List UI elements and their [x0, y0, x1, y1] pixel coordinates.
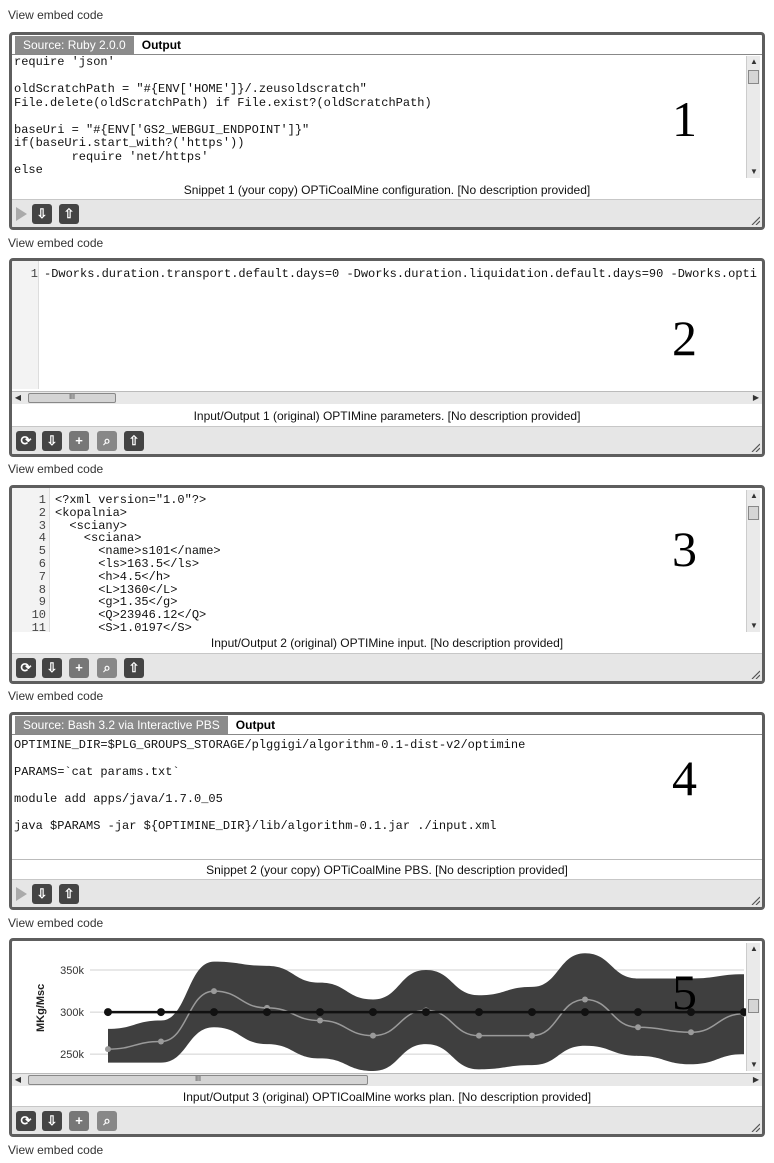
scroll-thumb[interactable]: III	[28, 393, 116, 403]
data-point-target[interactable]	[475, 1008, 483, 1016]
download-icon[interactable]: ⇩	[32, 884, 52, 904]
refresh-icon[interactable]: ⟳	[16, 658, 36, 678]
view-embed-code-link[interactable]: View embed code	[8, 689, 104, 703]
scroll-thumb[interactable]	[748, 506, 759, 520]
data-point-target[interactable]	[210, 1008, 218, 1016]
code-line: <Q>23946.12</Q>	[55, 608, 207, 623]
line-number: 4	[38, 531, 46, 546]
panel-caption: Input/Output 1 (original) OPTIMine parameters. [No description provided]	[193, 409, 581, 423]
preview-icon[interactable]: ⌕	[97, 431, 117, 451]
code-editor[interactable]	[55, 494, 745, 632]
scroll-thumb[interactable]	[748, 999, 759, 1013]
resize-grip-icon[interactable]	[750, 895, 760, 905]
horizontal-scrollbar[interactable]	[12, 1073, 762, 1086]
code-line: if(baseUri.start_with?('https'))	[14, 136, 245, 150]
preview-icon[interactable]: ⌕	[97, 658, 117, 678]
add-folder-icon[interactable]: +	[69, 1111, 89, 1131]
upload-icon[interactable]: ⇧	[59, 884, 79, 904]
data-point-mean[interactable]	[158, 1039, 164, 1045]
code-line: <ls>163.5</ls>	[55, 556, 200, 571]
code-line: <?xml version="1.0"?>	[55, 494, 207, 507]
resize-grip-icon[interactable]	[750, 1122, 760, 1132]
scroll-right-icon[interactable]: ▶	[752, 1075, 760, 1084]
tab-source[interactable]: Source: Bash 3.2 via Interactive PBS	[15, 716, 228, 734]
code-line: else	[14, 163, 43, 176]
scroll-up-icon[interactable]: ▲	[750, 944, 758, 953]
data-point-target[interactable]	[369, 1008, 377, 1016]
code-line: module add apps/java/1.7.0_05	[14, 792, 223, 806]
code-line: <sciana>	[55, 531, 142, 546]
view-embed-code-link[interactable]: View embed code	[8, 236, 104, 250]
data-point-target[interactable]	[422, 1008, 430, 1016]
code-line	[14, 753, 754, 767]
horizontal-scrollbar[interactable]	[12, 391, 762, 404]
code-line: <g>1.35</g>	[55, 595, 178, 610]
panel-number: 1	[672, 91, 697, 147]
code-editor[interactable]	[14, 739, 754, 857]
panel-toolbar	[12, 426, 762, 454]
line-number: 8	[38, 582, 46, 597]
code-line: <sciany>	[55, 518, 128, 533]
line-numbers	[12, 494, 46, 635]
io-panel-3	[9, 938, 765, 1137]
line-number: 9	[38, 595, 46, 610]
code-line: PARAMS=`cat params.txt`	[14, 765, 180, 779]
add-folder-icon[interactable]: +	[69, 658, 89, 678]
resize-grip-icon[interactable]	[750, 669, 760, 679]
io-panel-2	[9, 485, 765, 684]
line-number: 11	[31, 620, 46, 635]
panel-number: 4	[672, 750, 697, 806]
tab-source[interactable]: Source: Ruby 2.0.0	[15, 36, 134, 54]
tab-output[interactable]: Output	[235, 718, 276, 732]
code-line	[14, 780, 754, 794]
data-point-target[interactable]	[104, 1008, 112, 1016]
code-line: OPTIMINE_DIR=$PLG_GROUPS_STORAGE/plggigi/algorithm-0.1-dist-v2/optimine	[14, 739, 526, 752]
data-point-target[interactable]	[263, 1008, 271, 1016]
panel-number: 2	[672, 310, 697, 366]
download-icon[interactable]: ⇩	[32, 204, 52, 224]
refresh-icon[interactable]: ⟳	[16, 431, 36, 451]
code-line: -Dworks.duration.transport.default.days=0 -Dworks.duration.liquidation.default.days=90 -Dworks.opti	[44, 268, 757, 281]
panel-caption: Snippet 1 (your copy) OPTiCoalMine configuration. [No description provided]	[183, 183, 591, 197]
refresh-icon[interactable]: ⟳	[16, 1111, 36, 1131]
panel-toolbar	[12, 879, 762, 907]
vertical-scrollbar[interactable]	[746, 56, 760, 178]
io-panel-1	[9, 258, 765, 457]
code-line: java $PARAMS -jar ${OPTIMINE_DIR}/lib/algorithm-0.1.jar ./input.xml	[14, 819, 497, 833]
snippet-panel-1	[9, 32, 765, 230]
view-embed-code-link[interactable]: View embed code	[8, 8, 104, 22]
code-line: <L>1360</L>	[55, 582, 178, 597]
works-plan-chart[interactable]	[14, 943, 750, 1073]
data-point-target[interactable]	[634, 1008, 642, 1016]
scroll-up-icon[interactable]: ▲	[750, 491, 758, 500]
download-icon[interactable]: ⇩	[42, 431, 62, 451]
data-point-mean[interactable]	[635, 1024, 641, 1030]
line-number: 3	[38, 518, 46, 533]
panel-toolbar	[12, 1106, 762, 1134]
code-line	[14, 807, 754, 821]
data-point-mean[interactable]	[317, 1018, 323, 1024]
scroll-left-icon[interactable]: ◀	[14, 1075, 22, 1084]
code-line: require 'json'	[14, 56, 115, 69]
tab-bar	[15, 36, 189, 54]
scroll-right-icon[interactable]: ▶	[752, 393, 760, 402]
panel-toolbar	[12, 653, 762, 681]
code-line: <kopalnia>	[55, 505, 128, 520]
scroll-left-icon[interactable]: ◀	[14, 393, 22, 402]
code-line: require 'net/https'	[14, 149, 209, 164]
line-number: 10	[31, 608, 46, 623]
download-icon[interactable]: ⇩	[42, 1111, 62, 1131]
line-number: 1	[38, 493, 46, 507]
data-point-target[interactable]	[157, 1008, 165, 1016]
data-point-mean[interactable]	[582, 996, 588, 1002]
resize-grip-icon[interactable]	[750, 215, 760, 225]
data-point-target[interactable]	[528, 1008, 536, 1016]
run-icon[interactable]	[16, 887, 27, 901]
data-point-mean[interactable]	[476, 1033, 482, 1039]
code-line	[14, 110, 739, 124]
run-icon[interactable]	[16, 207, 27, 221]
view-embed-code-link[interactable]: View embed code	[8, 916, 104, 930]
code-line: <h>4.5</h>	[55, 569, 171, 584]
upload-icon[interactable]: ⇧	[124, 431, 144, 451]
vertical-scrollbar[interactable]	[746, 943, 760, 1071]
snippet-panel-2	[9, 712, 765, 910]
vertical-scrollbar[interactable]	[746, 490, 760, 632]
panel-number: 5	[672, 964, 697, 1020]
y-tick-label: 300k	[60, 1007, 84, 1020]
data-point-mean[interactable]	[211, 988, 217, 994]
scroll-thumb[interactable]	[748, 70, 759, 84]
y-tick-label: 250k	[60, 1049, 84, 1062]
scroll-thumb[interactable]: III	[28, 1075, 368, 1085]
y-axis-label: MKg/Msc	[35, 983, 47, 1032]
data-point-mean[interactable]	[105, 1046, 111, 1052]
upload-icon[interactable]: ⇧	[59, 204, 79, 224]
preview-icon[interactable]: ⌕	[97, 1111, 117, 1131]
code-line: oldScratchPath = "#{ENV['HOME']}/.zeusoldscratch"	[14, 82, 367, 96]
scroll-down-icon[interactable]: ▼	[750, 1060, 758, 1069]
resize-grip-icon[interactable]	[750, 442, 760, 452]
panel-caption: Input/Output 3 (original) OPTICoalMine works plan. [No description provided]	[182, 1090, 592, 1104]
scroll-down-icon[interactable]: ▼	[750, 167, 758, 176]
panel-number: 3	[672, 521, 697, 577]
panel-caption: Input/Output 2 (original) OPTIMine input. [No description provided]	[210, 636, 564, 650]
scroll-down-icon[interactable]: ▼	[750, 621, 758, 630]
code-line: File.delete(oldScratchPath) if File.exist?(oldScratchPath)	[14, 95, 432, 110]
data-point-target[interactable]	[581, 1008, 589, 1016]
y-tick-label: 350k	[60, 965, 84, 978]
line-number: 1	[30, 267, 38, 281]
code-line: baseUri = "#{ENV['GS2_WEBGUI_ENDPOINT']}"	[14, 122, 310, 137]
tab-output[interactable]: Output	[141, 38, 182, 52]
line-numbers	[12, 268, 38, 281]
upload-icon[interactable]: ⇧	[124, 658, 144, 678]
scroll-up-icon[interactable]: ▲	[750, 57, 758, 66]
code-editor[interactable]	[14, 56, 739, 176]
data-point-target[interactable]	[316, 1008, 324, 1016]
data-point-mean[interactable]	[688, 1029, 694, 1035]
tab-bar	[15, 716, 283, 734]
code-editor[interactable]	[44, 268, 765, 388]
line-number: 6	[38, 556, 46, 571]
panel-caption: Snippet 2 (your copy) OPTiCoalMine PBS. [No description provided]	[206, 863, 568, 877]
line-number: 7	[38, 569, 46, 584]
view-embed-code-link[interactable]: View embed code	[8, 462, 104, 476]
panel-toolbar	[12, 199, 762, 227]
data-point-mean[interactable]	[529, 1033, 535, 1039]
code-line: <S>1.0197</S>	[55, 620, 192, 632]
line-number: 5	[38, 544, 46, 559]
view-embed-code-link[interactable]: View embed code	[8, 1143, 104, 1157]
download-icon[interactable]: ⇩	[42, 658, 62, 678]
data-point-mean[interactable]	[370, 1033, 376, 1039]
line-number: 2	[38, 505, 46, 520]
add-folder-icon[interactable]: +	[69, 431, 89, 451]
code-line: <name>s101</name>	[55, 544, 221, 559]
code-line	[14, 70, 739, 84]
